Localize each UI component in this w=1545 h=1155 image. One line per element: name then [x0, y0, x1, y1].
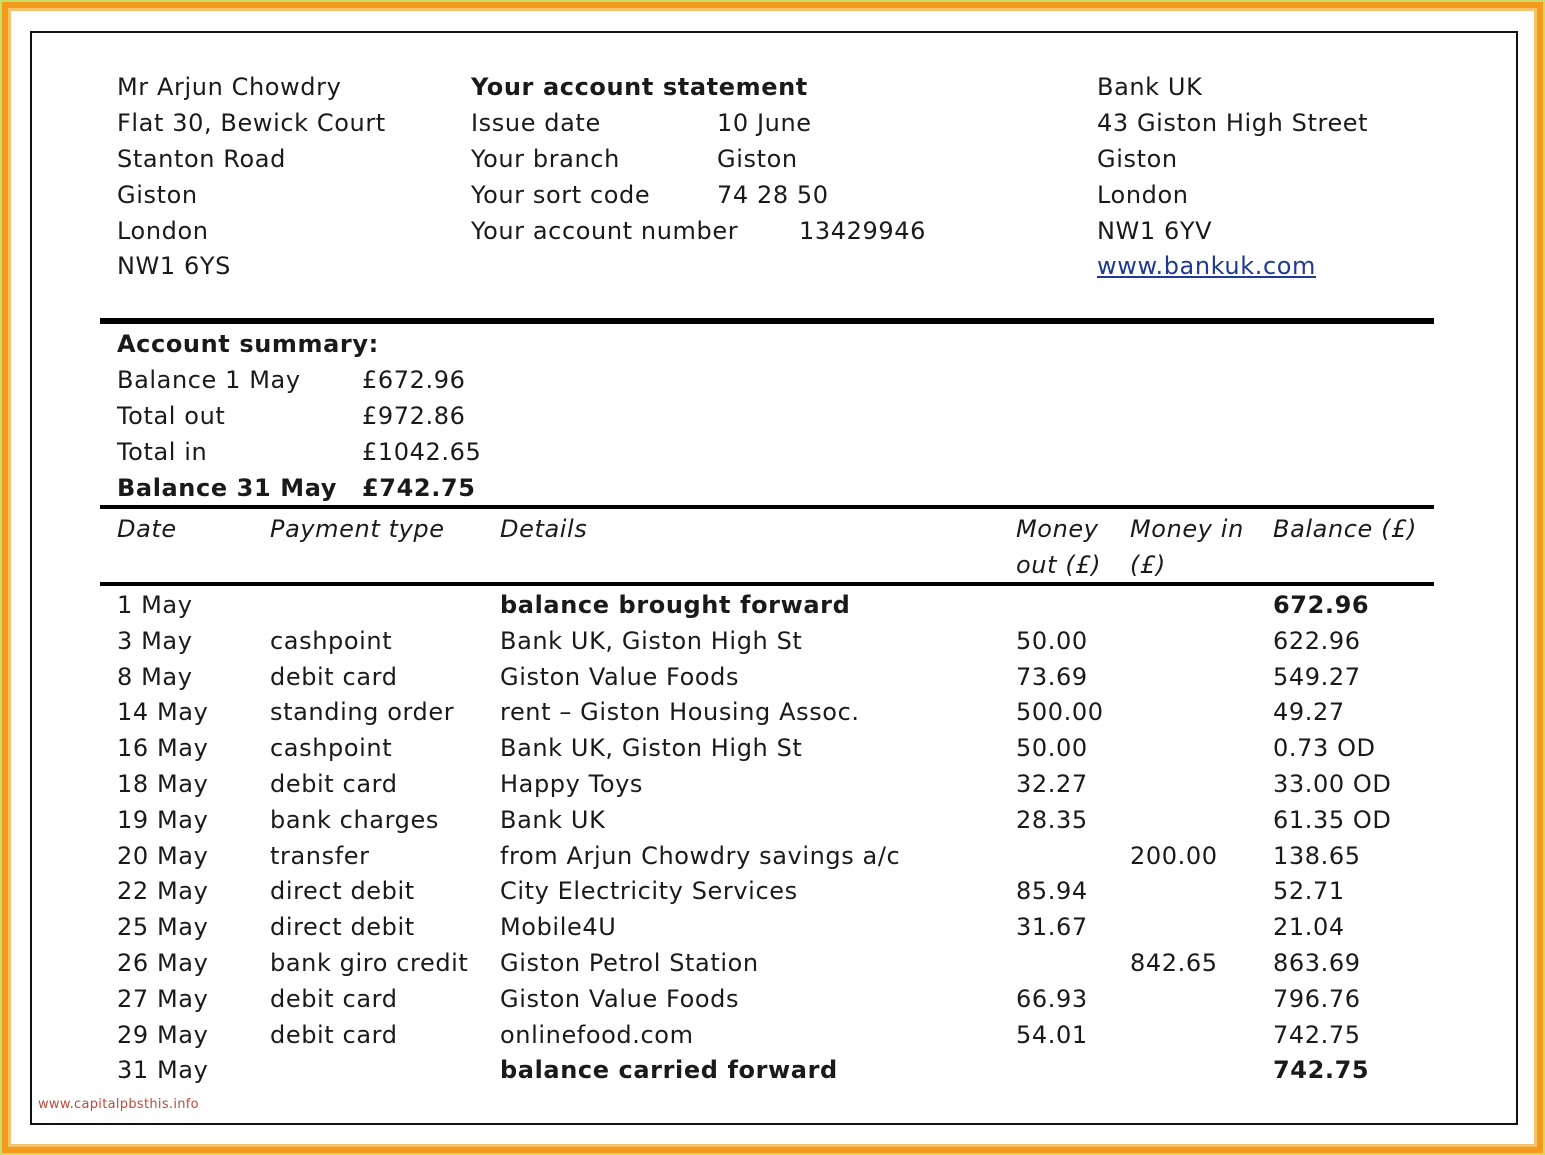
- cell-date: 19 May: [117, 806, 209, 834]
- cell-balance: 863.69: [1273, 949, 1361, 977]
- cell-date: 3 May: [117, 627, 193, 655]
- cell-balance: 49.27: [1273, 698, 1345, 726]
- bank-website-link[interactable]: www.bankuk.com: [1097, 252, 1317, 280]
- header-money-out-unit: out (£): [1016, 551, 1102, 579]
- cell-date: 29 May: [117, 1021, 209, 1049]
- summary-label: Total in: [117, 438, 208, 466]
- cell-balance: 622.96: [1273, 627, 1361, 655]
- bank-address-line: 43 Giston High Street: [1097, 109, 1369, 137]
- cell-payment-type: cashpoint: [270, 734, 393, 762]
- watermark: www.capitalpbsthis.info: [38, 1097, 199, 1112]
- cell-money-out: 85.94: [1016, 877, 1088, 905]
- cell-payment-type: debit card: [270, 770, 398, 798]
- cell-balance: 52.71: [1273, 877, 1345, 905]
- bank-name: Bank UK: [1097, 73, 1203, 101]
- cell-payment-type: bank charges: [270, 806, 439, 834]
- account-number-label: Your account number: [471, 217, 739, 245]
- cell-balance: 33.00 OD: [1273, 770, 1392, 798]
- bank-address-line: London: [1097, 181, 1189, 209]
- cell-date: 18 May: [117, 770, 209, 798]
- sort-code-label: Your sort code: [471, 181, 651, 209]
- section-divider: [100, 505, 1434, 509]
- cell-money-out: 500.00: [1016, 698, 1104, 726]
- header-divider: [100, 582, 1434, 586]
- cell-date: 31 May: [117, 1056, 209, 1084]
- cell-balance: 21.04: [1273, 913, 1345, 941]
- cell-details: balance brought forward: [500, 591, 851, 619]
- cell-money-out: 31.67: [1016, 913, 1088, 941]
- cell-details: Bank UK, Giston High St: [500, 734, 803, 762]
- cell-money-out: 28.35: [1016, 806, 1088, 834]
- cell-balance: 138.65: [1273, 842, 1361, 870]
- issue-date-label: Issue date: [471, 109, 601, 137]
- cell-payment-type: cashpoint: [270, 627, 393, 655]
- customer-address-line: Stanton Road: [117, 145, 286, 173]
- cell-payment-type: bank giro credit: [270, 949, 469, 977]
- cell-payment-type: transfer: [270, 842, 370, 870]
- cell-balance: 796.76: [1273, 985, 1361, 1013]
- summary-label: Balance 1 May: [117, 366, 301, 394]
- cell-money-in: 200.00: [1130, 842, 1218, 870]
- summary-heading: Account summary:: [117, 330, 379, 358]
- cell-details: Giston Petrol Station: [500, 949, 759, 977]
- cell-details: Happy Toys: [500, 770, 644, 798]
- header-date: Date: [117, 515, 177, 543]
- cell-details: balance carried forward: [500, 1056, 838, 1084]
- cell-payment-type: debit card: [270, 663, 398, 691]
- header-money-out: Money: [1016, 515, 1099, 543]
- customer-name: Mr Arjun Chowdry: [117, 73, 342, 101]
- bank-address-line: Giston: [1097, 145, 1178, 173]
- account-number-value: 13429946: [799, 217, 926, 245]
- cell-details: from Arjun Chowdry savings a/c: [500, 842, 901, 870]
- cell-balance: 742.75: [1273, 1056, 1370, 1084]
- sort-code-value: 74 28 50: [717, 181, 829, 209]
- cell-details: Bank UK, Giston High St: [500, 627, 803, 655]
- cell-date: 22 May: [117, 877, 209, 905]
- cell-payment-type: debit card: [270, 1021, 398, 1049]
- cell-money-out: 73.69: [1016, 663, 1088, 691]
- header-payment-type: Payment type: [270, 515, 445, 543]
- cell-details: City Electricity Services: [500, 877, 798, 905]
- cell-money-out: 32.27: [1016, 770, 1088, 798]
- issue-date-value: 10 June: [717, 109, 812, 137]
- header-balance: Balance (£): [1273, 515, 1417, 543]
- cell-details: Giston Value Foods: [500, 985, 740, 1013]
- branch-value: Giston: [717, 145, 798, 173]
- cell-money-out: 50.00: [1016, 734, 1088, 762]
- cell-payment-type: standing order: [270, 698, 455, 726]
- cell-date: 26 May: [117, 949, 209, 977]
- branch-label: Your branch: [471, 145, 620, 173]
- customer-address-line: Flat 30, Bewick Court: [117, 109, 386, 137]
- cell-date: 25 May: [117, 913, 209, 941]
- cell-details: onlinefood.com: [500, 1021, 694, 1049]
- cell-money-out: 66.93: [1016, 985, 1088, 1013]
- cell-details: rent – Giston Housing Assoc.: [500, 698, 860, 726]
- cell-balance: 549.27: [1273, 663, 1361, 691]
- bank-postcode: NW1 6YV: [1097, 217, 1213, 245]
- cell-date: 8 May: [117, 663, 193, 691]
- cell-balance: 61.35 OD: [1273, 806, 1392, 834]
- cell-balance: 0.73 OD: [1273, 734, 1376, 762]
- closing-balance-label: Balance 31 May: [117, 474, 337, 502]
- summary-value: £672.96: [362, 366, 466, 394]
- header-details: Details: [500, 515, 588, 543]
- cell-date: 1 May: [117, 591, 193, 619]
- closing-balance-value: £742.75: [362, 474, 476, 502]
- cell-money-out: 54.01: [1016, 1021, 1088, 1049]
- cell-date: 16 May: [117, 734, 209, 762]
- cell-details: Mobile4U: [500, 913, 617, 941]
- customer-address-line: Giston: [117, 181, 198, 209]
- statement-title: Your account statement: [471, 73, 808, 101]
- cell-date: 20 May: [117, 842, 209, 870]
- cell-payment-type: direct debit: [270, 913, 415, 941]
- header-money-in-unit: (£): [1130, 551, 1166, 579]
- customer-address-line: London: [117, 217, 209, 245]
- cell-money-in: 842.65: [1130, 949, 1218, 977]
- customer-postcode: NW1 6YS: [117, 252, 231, 280]
- cell-balance: 672.96: [1273, 591, 1370, 619]
- summary-value: £972.86: [362, 402, 466, 430]
- summary-value: £1042.65: [362, 438, 482, 466]
- cell-date: 27 May: [117, 985, 209, 1013]
- cell-date: 14 May: [117, 698, 209, 726]
- header-money-in: Money in: [1130, 515, 1244, 543]
- section-divider: [100, 318, 1434, 324]
- cell-payment-type: direct debit: [270, 877, 415, 905]
- summary-label: Total out: [117, 402, 226, 430]
- cell-details: Bank UK: [500, 806, 606, 834]
- cell-details: Giston Value Foods: [500, 663, 740, 691]
- cell-money-out: 50.00: [1016, 627, 1088, 655]
- cell-balance: 742.75: [1273, 1021, 1361, 1049]
- cell-payment-type: debit card: [270, 985, 398, 1013]
